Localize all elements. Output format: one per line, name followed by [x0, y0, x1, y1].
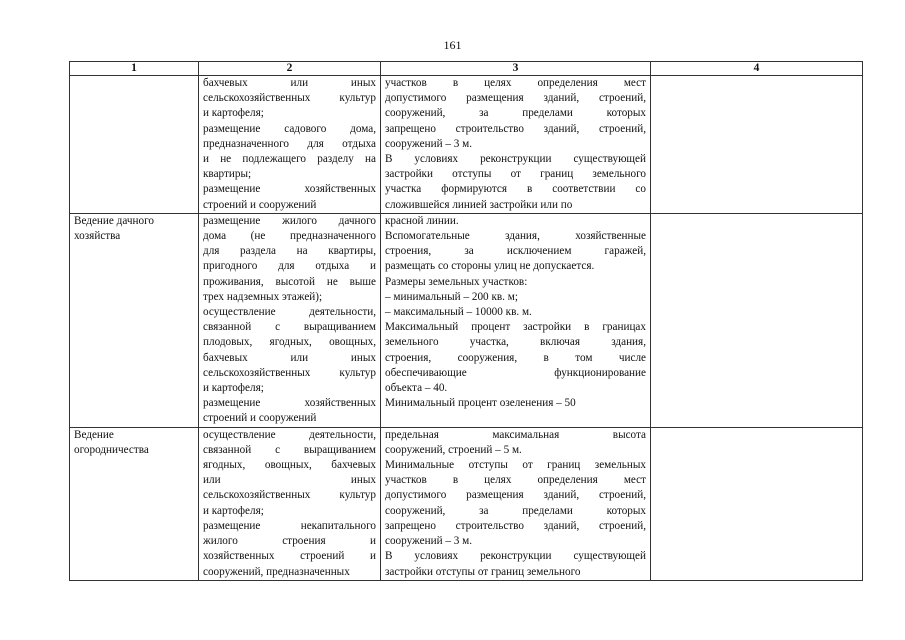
table-cell-2: [199, 213, 381, 427]
table-cell-1: [70, 76, 199, 214]
table-row: [70, 213, 863, 427]
cell-text-line: сооружений, предназначенных: [203, 565, 350, 578]
cell-text-line: застройки отступы от границ земельного: [385, 565, 581, 578]
table-row: [70, 76, 863, 214]
column-header: 3: [381, 62, 651, 76]
cell-text-line: застройки отступы от границ земельного: [385, 168, 646, 181]
cell-text-line: связанной с выращиванием: [203, 443, 376, 456]
cell-text-line: запрещено строительство зданий, строений,: [385, 519, 646, 532]
cell-text-line: В условиях реконструкции существующей: [385, 550, 646, 563]
cell-text-line: размещение хозяйственных: [203, 183, 376, 196]
cell-text-line: или иных: [203, 474, 376, 487]
cell-text-line: осуществление деятельности,: [203, 306, 376, 319]
cell-text-line: В условиях реконструкции существующей: [385, 153, 646, 166]
cell-text-line: ягодных, овощных, бахчевых: [203, 459, 376, 472]
cell-text-line: Ведение: [74, 428, 114, 441]
table-cell-3: [381, 76, 651, 214]
table-cell-1: [70, 213, 199, 427]
cell-text-line: объекта – 40.: [385, 382, 448, 395]
cell-text-line: обеспечивающие функционирование: [385, 366, 646, 379]
cell-text-line: земельного участка, включая здания,: [385, 336, 646, 349]
cell-text-line: участка формируются в соответствии со: [385, 183, 646, 196]
cell-text-line: допустимого размещения зданий, строений,: [385, 489, 646, 502]
cell-text-line: хозяйственных строений и: [203, 550, 376, 563]
cell-text-line: плодовых, ягодных, овощных,: [203, 336, 376, 349]
cell-text-line: размещать со стороны улиц не допускается.: [385, 260, 595, 273]
cell-text-line: запрещено строительство зданий, строений,: [385, 122, 646, 135]
cell-text-line: строений и сооружений: [203, 198, 317, 211]
cell-text-line: участков в целях определения мест: [385, 474, 646, 487]
cell-text-line: для раздела на квартиры,: [203, 245, 376, 258]
page-number: 161: [443, 38, 462, 52]
table-cell-4: [651, 76, 863, 214]
column-header: 1: [70, 62, 199, 76]
cell-text-line: Минимальные отступы от границ земельных: [385, 459, 646, 472]
cell-text-line: и картофеля;: [203, 382, 264, 395]
cell-text-line: сооружений, за пределами которых: [385, 504, 646, 517]
cell-text-line: строения, сооружения, в том числе: [385, 351, 646, 364]
cell-text-line: допустимого размещения зданий, строений,: [385, 92, 646, 105]
cell-text-line: Размеры земельных участков:: [385, 275, 528, 288]
cell-text-line: и не подлежащего разделу на: [203, 153, 376, 166]
cell-text-line: – минимальный – 200 кв. м;: [385, 290, 518, 303]
cell-text-line: бахчевых или иных: [203, 77, 376, 89]
cell-text-line: размещение некапитального: [203, 519, 376, 532]
table-cell-4: [651, 427, 863, 580]
cell-text-line: – максимальный – 10000 кв. м.: [385, 306, 532, 319]
cell-text-line: Минимальный процент озеленения – 50: [385, 397, 576, 410]
cell-text-line: Максимальный процент застройки в границах: [385, 321, 646, 334]
column-header: 2: [199, 62, 381, 76]
cell-text-line: проживания, высотой не выше: [203, 275, 376, 288]
cell-text-line: сооружений, строений – 5 м.: [385, 443, 522, 456]
column-header: 4: [651, 62, 863, 76]
table-row: [70, 427, 863, 580]
cell-text-line: квартиры;: [203, 168, 252, 181]
cell-text-line: осуществление деятельности,: [203, 428, 376, 441]
cell-text-line: связанной с выращиванием: [203, 321, 376, 334]
cell-text-line: сооружений, за пределами которых: [385, 107, 646, 120]
cell-text-line: размещение жилого дачного: [203, 214, 376, 227]
cell-text-line: участков в целях определения мест: [385, 77, 646, 89]
table-cell-4: [651, 213, 863, 427]
table-cell-3: [381, 427, 651, 580]
cell-text-line: сельскохозяйственных культур: [203, 489, 376, 502]
cell-text-line: сооружений – 3 м.: [385, 535, 473, 548]
cell-text-line: хозяйства: [74, 230, 121, 243]
cell-text-line: сельскохозяйственных культур: [203, 92, 376, 105]
table-cell-1: [70, 427, 199, 580]
cell-text-line: бахчевых или иных: [203, 351, 376, 364]
cell-text-line: размещение хозяйственных: [203, 397, 376, 410]
cell-text-line: Вспомогательные здания, хозяйственные: [385, 230, 646, 243]
cell-text-line: пригодного для отдыха и: [203, 260, 376, 273]
cell-text-line: дома (не предназначенного: [203, 230, 376, 243]
cell-text-line: сельскохозяйственных культур: [203, 366, 376, 379]
cell-text-line: предназначенного для отдыха: [203, 137, 376, 150]
table-cell-2: [199, 76, 381, 214]
table-cell-3: [381, 213, 651, 427]
cell-text-line: жилого строения и: [203, 535, 376, 548]
cell-text-line: и картофеля;: [203, 107, 264, 120]
cell-text-line: красной линии.: [385, 214, 459, 227]
table-cell-2: [199, 427, 381, 580]
cell-text-line: Ведение дачного: [74, 214, 154, 227]
zoning-table: [69, 61, 863, 581]
table-header-row: [70, 62, 863, 76]
cell-text-line: размещение садового дома,: [203, 122, 376, 135]
cell-text-line: предельная максимальная высота: [385, 428, 646, 441]
cell-text-line: сложившейся линией застройки или по: [385, 198, 573, 211]
cell-text-line: строений и сооружений: [203, 412, 317, 425]
cell-text-line: строения, за исключением гаражей,: [385, 245, 646, 258]
cell-text-line: трех надземных этажей);: [203, 290, 323, 303]
cell-text-line: и картофеля;: [203, 504, 264, 517]
cell-text-line: огородничества: [74, 443, 149, 456]
cell-text-line: сооружений – 3 м.: [385, 137, 473, 150]
